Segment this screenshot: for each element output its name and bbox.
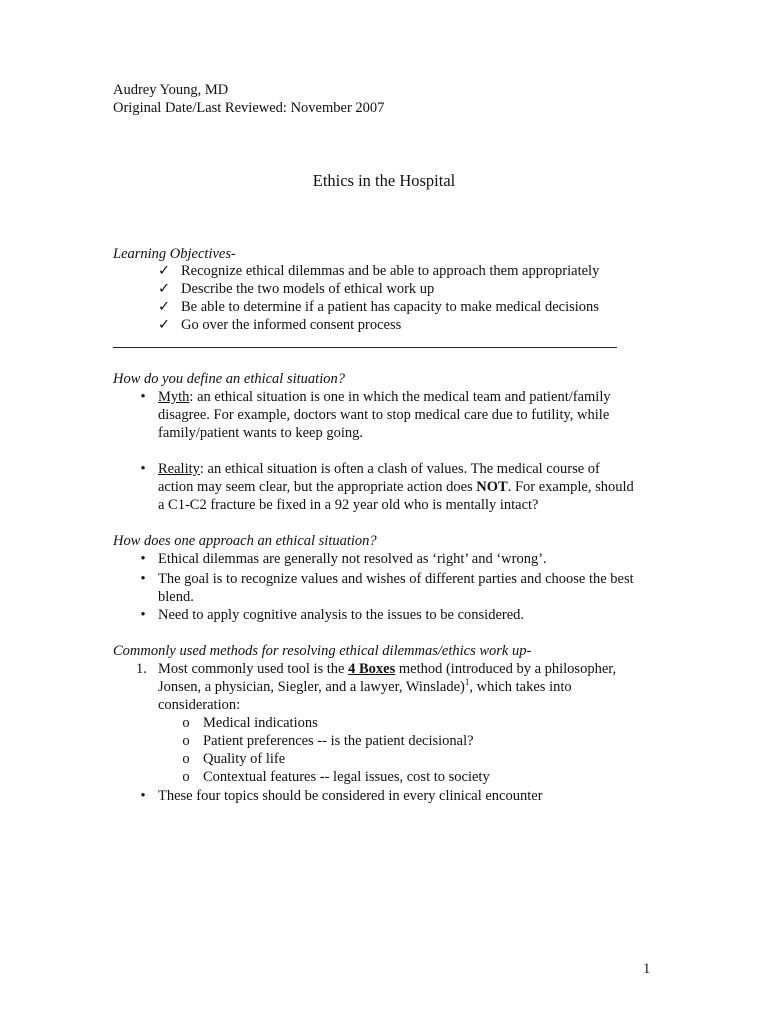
footnote-marker: 1 xyxy=(464,677,470,688)
bullet-icon: • xyxy=(140,607,146,623)
bullet-icon: • xyxy=(140,788,146,804)
objective-item: Describe the two models of ethical work up xyxy=(181,281,435,297)
approach-item-continued: blend. xyxy=(158,589,194,605)
objective-item: Recognize ethical dilemmas and be able to approach them appropriately xyxy=(181,263,600,279)
methods-line-3: consideration: xyxy=(158,697,241,713)
objective-item: Go over the informed consent process xyxy=(181,317,402,333)
methods-text: Jonsen, a physician, Siegler, and a lawyer, Winslade) xyxy=(158,679,465,695)
section-divider xyxy=(113,347,617,348)
myth-term: Myth xyxy=(158,389,190,405)
circle-bullet-icon: o xyxy=(182,751,190,767)
checkmark-icon: ✓ xyxy=(158,317,171,333)
four-boxes-term: 4 Boxes xyxy=(348,661,396,677)
methods-text: Most commonly used tool is the xyxy=(158,661,349,677)
page-title: Ethics in the Hospital xyxy=(312,171,456,190)
box-item: Quality of life xyxy=(203,751,286,767)
myth-line-2: disagree. For example, doctors want to stop medical care due to futility, while xyxy=(158,407,610,423)
approach-item: Need to apply cognitive analysis to the issues to be considered. xyxy=(158,607,525,623)
reality-text: . For example, should xyxy=(507,479,634,495)
page-number: 1 xyxy=(643,961,651,977)
reality-line-2 xyxy=(158,478,634,496)
date-line: Original Date/Last Reviewed: November 2007 xyxy=(113,100,385,116)
methods-text: method (introduced by a philosopher, xyxy=(395,661,617,677)
reality-line-1 xyxy=(158,460,600,478)
reality-text: action may seem clear, but the appropriate action does xyxy=(158,479,477,495)
reality-term: Reality xyxy=(158,461,200,477)
list-number: 1. xyxy=(136,661,147,677)
circle-bullet-icon: o xyxy=(182,733,190,749)
bullet-icon: • xyxy=(140,461,146,477)
approach-item: Ethical dilemmas are generally not resolved as ‘right’ and ‘wrong’. xyxy=(158,551,547,567)
methods-text: , which takes into xyxy=(469,679,572,695)
bullet-icon: • xyxy=(140,551,146,567)
reality-line-3: a C1-C2 fracture be fixed in a 92 year old who is mentally intact? xyxy=(158,497,539,513)
methods-line-2 xyxy=(158,678,572,696)
methods-heading: Commonly used methods for resolving ethical dilemmas/ethics work up- xyxy=(113,643,532,659)
approach-item: The goal is to recognize values and wishes of different parties and choose the best xyxy=(158,571,634,587)
box-item: Contextual features -- legal issues, cost to society xyxy=(203,769,490,785)
methods-final-item: These four topics should be considered in every clinical encounter xyxy=(158,788,543,804)
define-heading: How do you define an ethical situation? xyxy=(113,371,345,387)
bullet-icon: • xyxy=(140,389,146,405)
checkmark-icon: ✓ xyxy=(158,299,171,315)
box-item: Medical indications xyxy=(203,715,318,731)
box-item: Patient preferences -- is the patient decisional? xyxy=(203,733,474,749)
bullet-icon: • xyxy=(140,571,146,587)
methods-line-1 xyxy=(158,660,616,678)
reality-text: : an ethical situation is often a clash of values. The medical course of xyxy=(199,461,600,477)
checkmark-icon: ✓ xyxy=(158,263,171,279)
checkmark-icon: ✓ xyxy=(158,281,171,297)
myth-text: : an ethical situation is one in which the medical team and patient/family xyxy=(189,389,611,405)
circle-bullet-icon: o xyxy=(182,715,190,731)
myth-line-3: family/patient wants to keep going. xyxy=(158,425,363,441)
myth-line-1 xyxy=(158,388,611,406)
objective-item: Be able to determine if a patient has capacity to make medical decisions xyxy=(181,299,599,315)
learning-objectives-heading: Learning Objectives- xyxy=(113,246,236,262)
approach-heading: How does one approach an ethical situation? xyxy=(113,533,377,549)
reality-emphasis: NOT xyxy=(476,479,508,495)
circle-bullet-icon: o xyxy=(182,769,190,785)
author-line: Audrey Young, MD xyxy=(113,82,229,98)
